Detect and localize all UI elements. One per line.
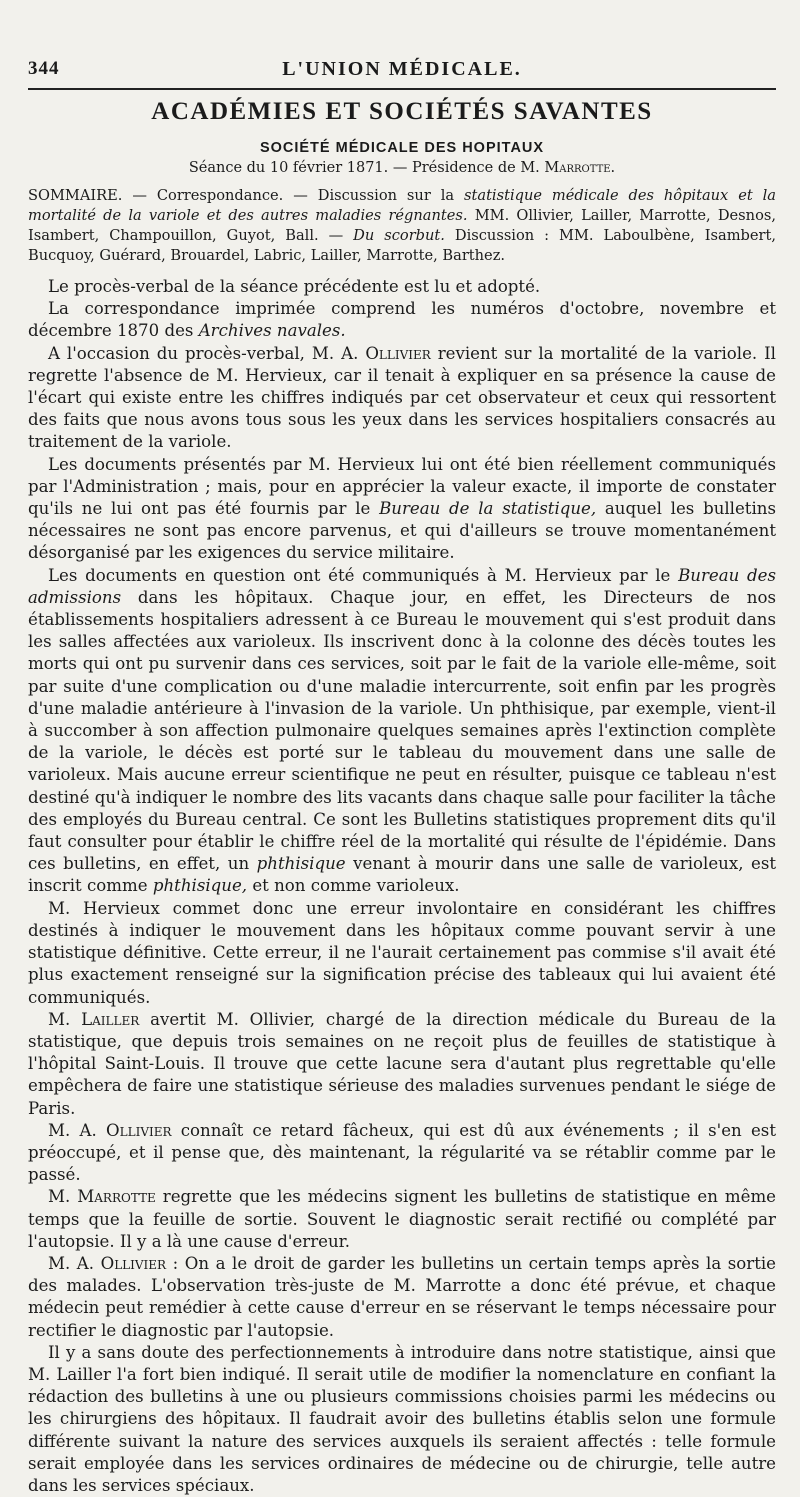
paragraph-3-name: Ollivier: [365, 343, 431, 363]
paragraph-9: [28, 1186, 776, 1253]
paragraph-5-text-d: et non comme varioleux.: [247, 876, 460, 896]
paragraph-1: Le procès-verbal de la séance précédente est lu et adopté.: [48, 277, 541, 296]
body-text: [28, 276, 776, 1497]
paragraph-5-text-a: Les documents en question ont été communiqués à M. Hervieux par le: [48, 565, 679, 585]
paragraph-2: [28, 298, 776, 342]
session-prefix: Séance du 10 février 1871. — Présidence de M.: [188, 160, 540, 176]
paragraph-3-text-b: revient sur la mortalité de la variole. Il regrette l'absence de M. Hervieux, car il tenait à expliquer en sa présence la cause de l'écart qui existe entre les chiffres indiqués par cet observateur et ceux qui ressortent des faits que nous avons tous sous les yeux dans les services hospitaliers consacrés au traitement de la variole.: [28, 343, 776, 452]
paragraph-10: [28, 1253, 776, 1342]
paragraph-7-name: Lailler: [81, 1009, 140, 1029]
paragraph-8-text-b: connaît ce retard fâcheux, qui est dû aux événements ; il s'en est préoccupé, et il pense que, dès maintenant, la régularité va se rétablir comme par le passé.: [28, 1120, 776, 1185]
paragraph-7-text-b: avertit M. Ollivier, chargé de la direction médicale du Bureau de la statistique, que depuis trois semaines on ne reçoit plus de feuilles de statistique à l'hôpital Saint-Louis. Il trouve que cette lacune sera d'autant plus regrettable qu'elle empêchera de faire une statistique sérieuse des maladies survenues pendant le siége de Paris.: [28, 1009, 776, 1118]
paragraph-7: [28, 1009, 776, 1120]
running-head: [28, 58, 776, 86]
paragraph-5-italic-2: phthisique: [256, 854, 346, 874]
paragraph-8-text-a: M. A.: [48, 1120, 107, 1140]
summary-label: SOMMAIRE.: [28, 187, 123, 204]
session-president: Marrotte.: [544, 160, 616, 176]
summary-part1: — Correspondance. — Discussion sur la: [122, 187, 465, 204]
paragraph-9-text-b: regrette que les médecins signent les bulletins de statistique en même temps que la feuille de sortie. Souvent le diagnostic serait rectifié ou complété par l'autopsie. Il y a là une cause d'erreur.: [28, 1187, 777, 1251]
paragraph-6: M. Hervieux commet donc une erreur involontaire en considérant les chiffres destinés à indiquer le mouvement dans les hôpitaux comme pouvant servir à une statistique définitive. Cette erreur, il ne l'aurait certainement pas commise s'il avait été plus exactement renseigné sur la signification précise des tableaux qui lui avaient été communiqués.: [28, 898, 776, 1007]
paragraph-10-name: Ollivier: [100, 1253, 167, 1273]
paragraph-4-text-b: auquel les bulletins nécessaires ne sont pas encore parvenus, et qui d'ailleurs se trouve momentanément désorganisé par les exigences du service militaire.: [28, 499, 776, 563]
paragraph-5-italic-1: Bureau des admissions: [28, 565, 776, 607]
paragraph-10-text-b: : On a le droit de garder les bulletins un certain temps après la sortie des malades. L'observation très-juste de M. Marrotte a donc été prévue, et chaque médecin peut remédier à cette cause d'erreur en se réservant le temps nécessaire pour rectifier le diagnostic par l'autopsie.: [28, 1253, 776, 1340]
paragraph-8-name: Ollivier: [106, 1120, 172, 1140]
paragraph-7-text-a: M.: [48, 1009, 82, 1029]
paragraph-4-text-a: Les documents présentés par M. Hervieux lui ont été bien réellement communiqués par l'Administration ; mais, pour en apprécier la valeur exacte, il importe de constater qu'ils ne lui ont pas été fournis par le: [28, 454, 776, 519]
paragraph-4-italic: Bureau de la statistique,: [379, 499, 597, 519]
summary-part3: Discussion : MM. Laboulbène, Isambert, Bucquoy, Guérard, Brouardel, Labric, Lailler, Marrotte, Barthez.: [28, 227, 776, 264]
paragraph-5-italic-3: phthisique,: [152, 876, 248, 896]
section-title: ACADÉMIES ET SOCIÉTÉS SAVANTES: [151, 98, 653, 125]
paragraph-5-text-c: venant à mourir dans une salle de varioleux, est inscrit comme: [28, 854, 777, 896]
paragraph-3: [28, 343, 776, 454]
header-rule: [28, 88, 776, 90]
society-heading: SOCIÉTÉ MÉDICALE DES HOPITAUX: [259, 140, 545, 156]
summary-part2: MM. Ollivier, Lailler, Marrotte, Desnos, Isambert, Champouillon, Guyot, Ball. —: [28, 207, 776, 244]
page-number: 344: [28, 58, 60, 79]
paragraph-9-text-a: M.: [48, 1187, 78, 1207]
paragraph-4: [28, 454, 776, 565]
paragraph-2-italic: Archives navales.: [198, 321, 346, 341]
summary-part2-italic: Du scorbut.: [353, 227, 445, 244]
paragraph-5-text-b: dans les hôpitaux. Chaque jour, en effet, les Directeurs de nos établissements hospitaliers adressent à ce Bureau le mouvement qui s'est produit dans les salles affectées aux varioleux. Ils inscrivent donc à la colonne des décès toutes les morts qui ont pu survenir dans ces services, soit par le fait de la variole elle-même, soit par suite d'une complication ou d'une maladie intercurrente, soit enfin par les progrès d'une maladie antérieure à l'invasion de la variole. Un phthisique, par exemple, vient-il à succomber à son affection pulmonaire quelques semaines après l'extinction complète de la variole, le décès est porté sur le tableau du mouvement dans une salle de varioleux. Mais aucune erreur scientifique ne peut en résulter, puisque ce tableau n'est destiné qu'à indiquer le nombre des lits vacants dans chaque salle pour faciliter la tâche des employés du Bureau central. Ce sont les Bulletins statistiques proprement dits qu'il faut consulter pour établir le chiffre réel de la mortalité qui résulte de l'épidémie. Dans ces bulletins, en effet, un: [28, 587, 776, 874]
paragraph-2-text: La correspondance imprimée comprend les numéros d'octobre, novembre et décembre 1870 des: [28, 299, 776, 341]
journal-title: L'UNION MÉDICALE.: [282, 58, 522, 80]
summary-part1-italic: statistique médicale des hôpitaux et la mortalité de la variole et des autres maladies régnantes.: [28, 187, 776, 224]
paragraph-8: [28, 1120, 776, 1187]
paragraph-10-text-a: M. A.: [48, 1253, 101, 1273]
paragraph-5: [28, 565, 776, 898]
paragraph-11: Il y a sans doute des perfectionnements à introduire dans notre statistique, ainsi que M. Lailler l'a fort bien indiqué. Il serait utile de modifier la nomenclature en confiant la rédaction des bulletins à une ou plusieurs commissions choisies parmi les médecins ou les chirurgiens des hôpitaux. Il faudrait avoir des bulletins établis selon une formule différente suivant la nature des services auxquels ils seraient affectés : telle formule serait employée dans les services ordinaires de médecine ou de chirurgie, telle autre dans les services spéciaux.: [28, 1342, 776, 1495]
session-line: [28, 160, 776, 176]
summary: [28, 186, 776, 266]
paragraph-3-text-a: A l'occasion du procès-verbal, M. A.: [48, 343, 366, 363]
paragraph-9-name: Marrotte: [77, 1187, 156, 1207]
